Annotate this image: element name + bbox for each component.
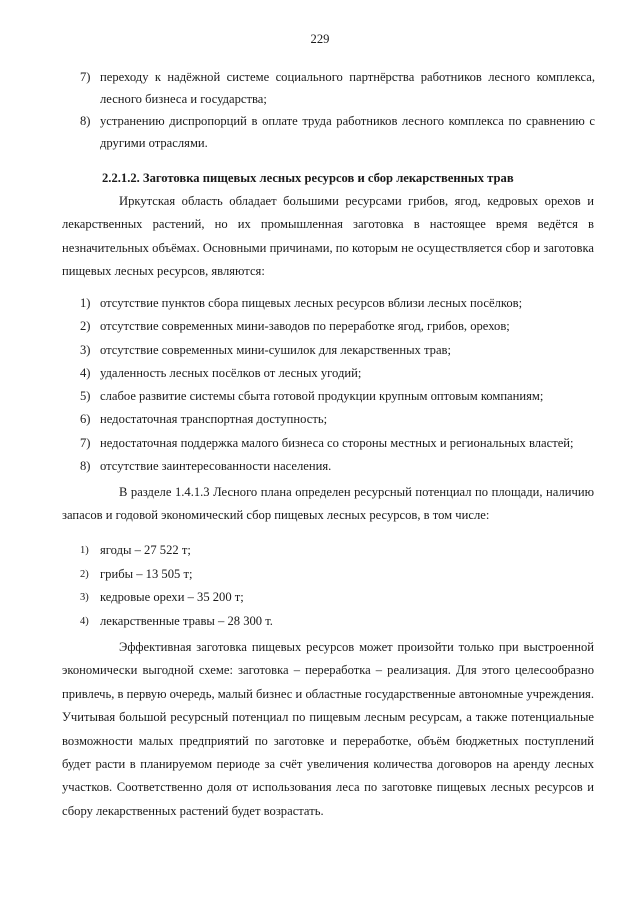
list-item-number: 5) [80,389,91,404]
list-item-text: отсутствие современных мини-сушилок для лекарственных трав; [100,342,451,357]
resources-list [80,539,480,633]
list-item [80,455,600,478]
list-item-text: ягоды – 27 522 т; [100,543,191,557]
list-item-text: слабое развитие системы сбыта готовой продукции крупным оптовым компаниям; [100,389,544,404]
list-item-text: удаленность лесных посёлков от лесных угодий; [100,365,362,380]
paragraph-intro [62,190,594,284]
paragraph-text: Иркутская область обладает большими ресурсами грибов, ягод, кедровых орехов и лекарственных растений, но их промышленная заготовка в настоящее время ведётся в незначительных объёмах. Основными причинами, по которым не осуществляется сбор и заготовка пищевых лесных ресурсов, являются: [62,194,594,279]
list-item-text: отсутствие заинтересованности населения. [100,459,332,474]
paragraph-conclusion [62,636,594,823]
list-item-text: устранению диспропорций в оплате труда работников лесного комплекса по сравнению с другими отраслями. [100,114,595,150]
list-item-number: 1) [80,296,91,310]
list-item-number: 7) [80,70,91,84]
list-item [80,339,600,362]
list-item-number: 7) [80,435,91,450]
reasons-list [80,292,600,478]
list-item-text: отсутствие современных мини-заводов по переработке ягод, грибов, орехов; [100,319,510,334]
list-item [80,315,600,338]
list-item-number: 2) [80,319,91,334]
continued-list [80,66,595,154]
list-item-number: 6) [80,412,91,427]
list-item-text: лекарственные травы – 28 300 т. [100,613,273,628]
list-item-number: 8) [80,114,91,128]
paragraph-text: В разделе 1.4.1.3 Лесного плана определен ресурсный потенциал по площади, наличию запасов и годовой экономический сбор пищевых лесных ресурсов, в том числе: [62,485,594,523]
list-item-number: 3) [80,342,91,357]
list-item [80,563,480,587]
list-item-text: переходу к надёжной системе социального партнёрства работников лесного комплекса, лесного бизнеса и государства; [100,70,595,106]
list-item-text: недостаточная транспортная доступность; [100,412,328,427]
list-item [80,539,480,563]
list-item-text: грибы – 13 505 т; [100,566,193,581]
list-item-number: 4) [80,615,89,627]
list-item [80,432,600,455]
list-item [80,110,595,154]
list-item [80,385,600,408]
paragraph-text: Эффективная заготовка пищевых ресурсов может произойти только при выстроенной экономически выгодной схеме: заготовка – переработка – реализация. Для этого целесообразно привлечь, в первую очередь, малый бизнес и областные государственные автономные учреждения. Учитывая большой ресурсный потенциал по пищевым лесным ресурсам, а также потенциальные возможности малых предприятий по заготовке и переработке, объём бюджетных поступлений будет расти в планируемом периоде за счёт увеличения количества договоров на аренду лесных участков. Соответственно доля от использования леса по заготовке пищевых лесных ресурсов и сбору лекарственных растений будет возрастать. [62,640,594,818]
list-item-text: недостаточная поддержка малого бизнеса со стороны местных и региональных властей; [100,435,574,450]
list-item [80,66,595,110]
section-heading: 2.2.1.2. Заготовка пищевых лесных ресурсов и сбор лекарственных трав [102,171,514,185]
paragraph-section-ref [62,481,594,528]
list-item-number: 1) [80,545,89,556]
list-item [80,408,600,431]
list-item-text: отсутствие пунктов сбора пищевых лесных ресурсов вблизи лесных посёлков; [100,296,523,310]
page-number: 229 [310,32,330,46]
list-item [80,610,480,634]
list-item [80,586,480,610]
list-item-number: 3) [80,592,89,603]
list-item-number: 8) [80,459,91,474]
list-item-number: 2) [80,568,89,580]
list-item [80,292,600,315]
list-item-number: 4) [80,365,91,380]
list-item-text: кедровые орехи – 35 200 т; [100,590,244,604]
list-item [80,362,600,385]
